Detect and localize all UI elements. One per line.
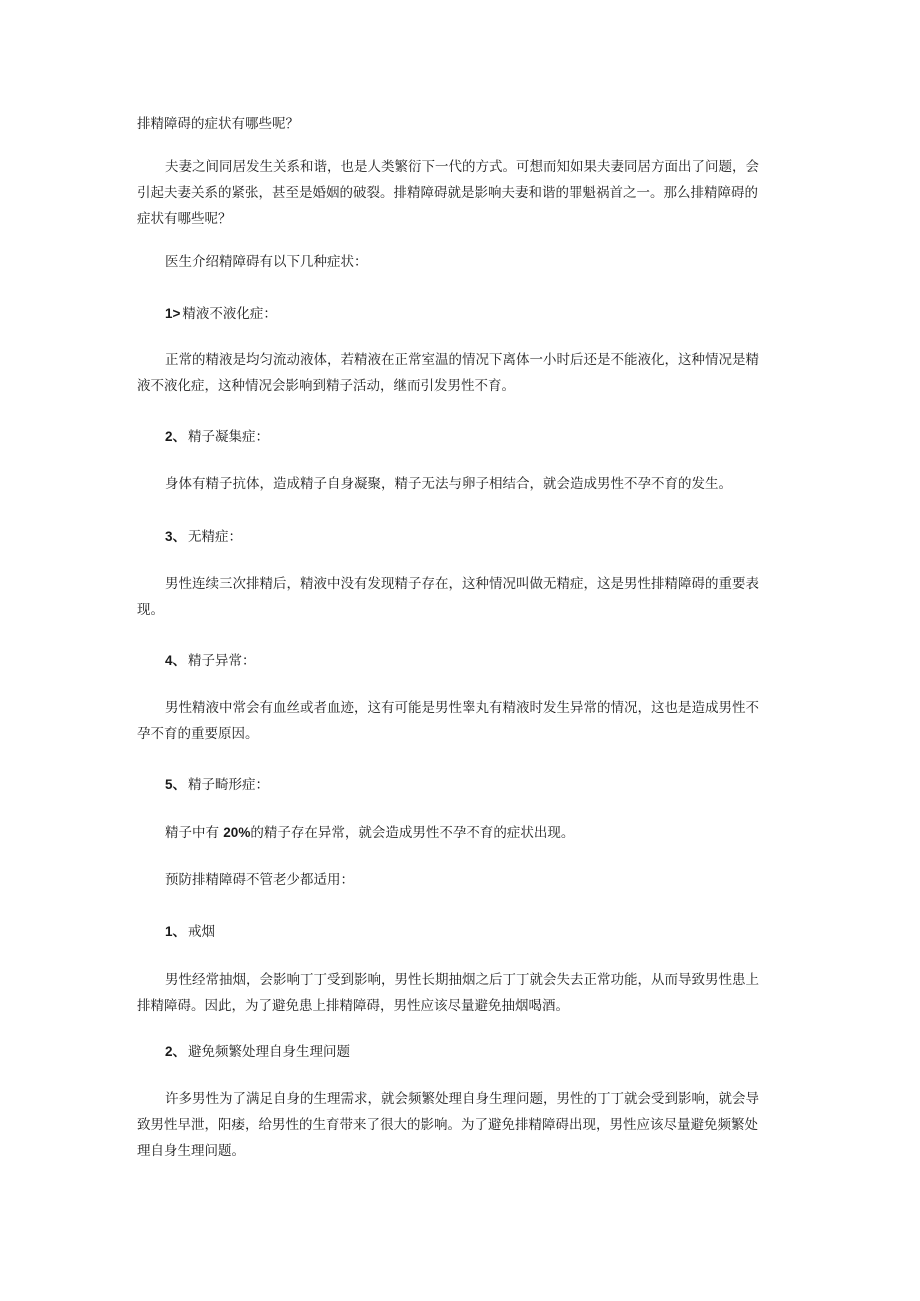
prevention-line: 理自身生理问题。 <box>137 1143 245 1159</box>
symptom-number: 3、 <box>165 529 187 544</box>
symptom-title: 精子畸形症： <box>188 777 270 792</box>
symptom-paragraph <box>137 695 782 747</box>
symptom-paragraph <box>137 471 782 497</box>
prevention-line: 男性经常抽烟，会影响丁丁受到影响，男性长期抽烟之后丁丁就会失去正常功能，从而导致男性患上 <box>165 972 759 988</box>
symptom-line: 正常的精液是均匀流动液体，若精液在正常室温的情况下离体一小时后还是不能液化，这种情况是精 <box>165 352 759 368</box>
symptom-line: 孕不育的重要原因。 <box>137 726 259 742</box>
prevention-heading: 预防排精障碍不管老少都适用： <box>165 872 354 887</box>
symptom-number: 1> <box>165 306 181 321</box>
percentage-value: 20% <box>223 825 251 840</box>
prevention-item-heading <box>165 922 215 942</box>
symptom-text: 精子中有 <box>165 825 224 841</box>
intro-paragraph <box>137 154 782 232</box>
symptom-title: 精子异常： <box>188 653 256 668</box>
symptom-title: 无精症： <box>188 529 243 544</box>
symptom-heading <box>165 304 277 324</box>
symptom-number: 5、 <box>165 777 187 792</box>
intro-line: 引起夫妻关系的紧张，甚至是婚姻的破裂。排精障碍就是影响夫妻和谐的罪魁祸首之一。那么排精障碍的 <box>137 185 758 201</box>
prevention-line: 许多男性为了满足自身的生理需求，就会频繁处理自身生理问题，男性的丁丁就会受到影响，就会导 <box>165 1091 759 1107</box>
intro-line: 夫妻之间同居发生关系和谐，也是人类繁衍下一代的方式。可想而知如果夫妻同居方面出了问题，会 <box>165 159 759 175</box>
symptom-paragraph <box>137 347 782 399</box>
symptom-number: 4、 <box>165 653 187 668</box>
document-title: 排精障碍的症状有哪些呢？ <box>137 116 299 131</box>
symptom-heading <box>165 427 269 447</box>
prevention-number: 1、 <box>165 924 187 939</box>
prevention-number: 2、 <box>165 1044 187 1059</box>
symptom-line: 现。 <box>137 602 164 618</box>
prevention-title: 避免频繁处理自身生理问题 <box>188 1044 351 1059</box>
symptom-heading <box>165 527 242 547</box>
symptom-line: 男性连续三次排精后，精液中没有发现精子存在，这种情况叫做无精症，这是男性排精障碍的重要表 <box>165 576 759 592</box>
symptom-title: 精液不液化症： <box>182 306 277 321</box>
prevention-item-heading <box>165 1042 350 1062</box>
symptom-line <box>137 820 782 846</box>
symptom-paragraph <box>137 571 782 623</box>
symptom-number: 2、 <box>165 429 187 444</box>
symptoms-heading: 医生介绍精障碍有以下几种症状： <box>165 254 368 269</box>
symptom-line: 身体有精子抗体，造成精子自身凝聚，精子无法与卵子相结合，就会造成男性不孕不育的发生。 <box>165 476 732 492</box>
prevention-paragraph <box>137 1086 782 1164</box>
symptom-text: 的精子存在异常，就会造成男性不孕不育的症状出现。 <box>250 825 575 841</box>
prevention-line: 排精障碍。因此，为了避免患上排精障碍，男性应该尽量避免抽烟喝酒。 <box>137 998 569 1014</box>
symptom-line: 男性精液中常会有血丝或者血迹，这有可能是男性睾丸有精液时发生异常的情况，这也是造成男性不 <box>165 700 759 716</box>
prevention-line: 致男性早泄，阳痿，给男性的生育带来了很大的影响。为了避免排精障碍出现，男性应该尽量避免频繁处 <box>137 1117 758 1133</box>
symptom-line: 液不液化症，这种情况会影响到精子活动，继而引发男性不育。 <box>137 378 515 394</box>
prevention-title: 戒烟 <box>188 924 216 939</box>
prevention-paragraph <box>137 967 782 1019</box>
symptom-heading <box>165 651 256 671</box>
intro-line: 症状有哪些呢？ <box>137 211 232 227</box>
symptom-heading <box>165 775 269 795</box>
symptom-title: 精子凝集症： <box>188 429 270 444</box>
symptom-paragraph <box>137 820 782 846</box>
